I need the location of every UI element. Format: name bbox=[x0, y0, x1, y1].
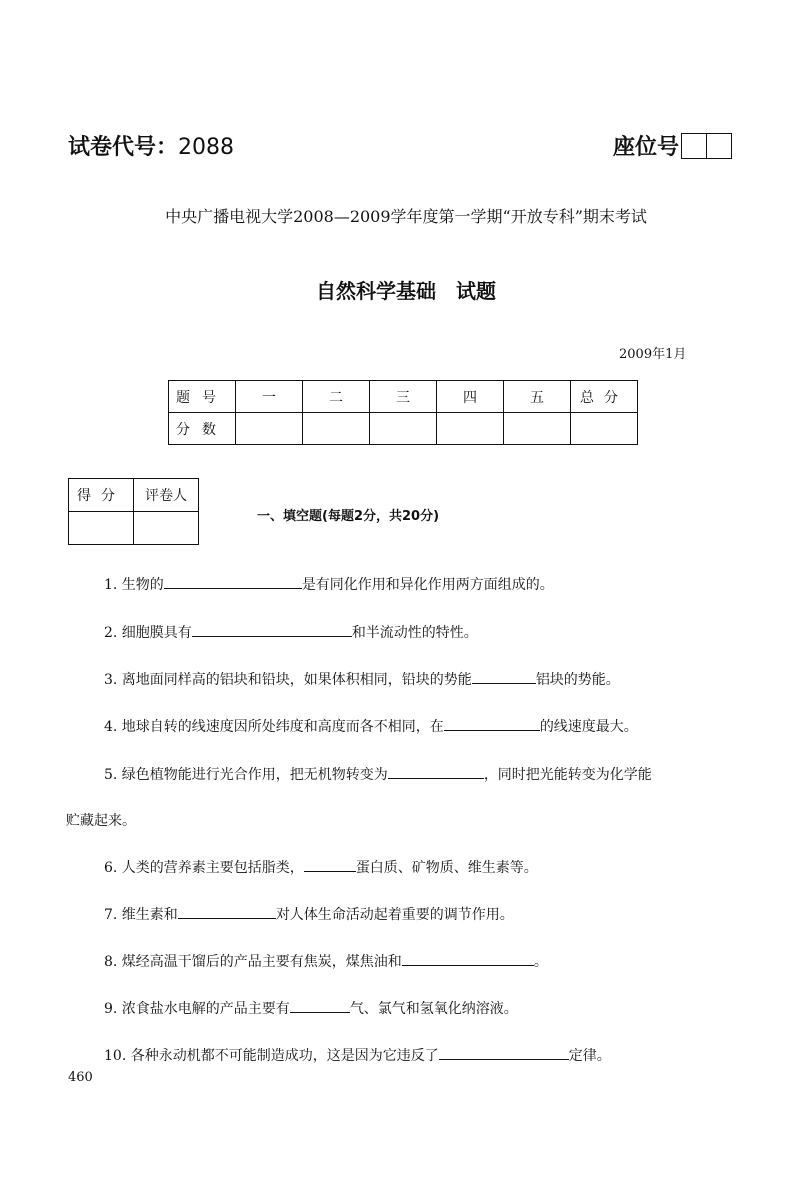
score-cell bbox=[571, 413, 638, 445]
seat-box bbox=[706, 134, 731, 158]
grader-input-row bbox=[69, 512, 199, 545]
score-cell bbox=[303, 413, 370, 445]
question-text: 7. 维生素和 bbox=[104, 907, 178, 923]
paper-code bbox=[68, 130, 234, 161]
question-text: 定律。 bbox=[568, 1048, 611, 1064]
question-item bbox=[104, 715, 638, 736]
paper-code-number: 2088 bbox=[178, 135, 235, 160]
question-text: 蛋白质、矿物质、维生素等。 bbox=[355, 860, 538, 876]
exam-date: 2009年1月 bbox=[619, 347, 687, 362]
question-item bbox=[104, 763, 652, 784]
exam-title: 自然科学基础 试题 bbox=[316, 279, 496, 303]
score-table-col: 四 bbox=[437, 381, 504, 413]
grader-name-cell bbox=[134, 512, 199, 545]
score-table-score-row bbox=[169, 413, 638, 445]
score-table-col: 五 bbox=[504, 381, 571, 413]
answer-blank bbox=[304, 856, 356, 872]
score-table bbox=[168, 380, 638, 445]
question-text: 气、氯气和氢氧化纳溶液。 bbox=[349, 1001, 518, 1017]
question-item bbox=[104, 856, 538, 877]
grader-name-label: 评卷人 bbox=[134, 479, 199, 512]
score-table-col: 二 bbox=[303, 381, 370, 413]
question-item bbox=[104, 903, 514, 924]
question-text: 9. 浓食盐水电解的产品主要有 bbox=[104, 1001, 290, 1017]
answer-blank bbox=[402, 950, 534, 966]
score-cell bbox=[437, 413, 504, 445]
question-text: 对人体生命活动起着重要的调节作用。 bbox=[275, 907, 514, 923]
question-continuation: 贮藏起来。 bbox=[66, 813, 136, 829]
question-text: ，同时把光能转变为化学能 bbox=[483, 767, 652, 783]
grader-table bbox=[68, 478, 199, 545]
question-item bbox=[104, 573, 554, 594]
question-item bbox=[104, 950, 548, 971]
question-text: 和半流动性的特性。 bbox=[351, 625, 478, 641]
question-text: 8. 煤经高温干馏后的产品主要有焦炭，煤焦油和 bbox=[104, 954, 402, 970]
question-text: 是有同化作用和异化作用两方面组成的。 bbox=[301, 577, 554, 593]
answer-blank bbox=[290, 997, 350, 1013]
section-title: 一、填空题(每题2分，共20分) bbox=[257, 509, 440, 524]
score-table-col: 一 bbox=[236, 381, 303, 413]
page-number: 460 bbox=[68, 1070, 93, 1085]
question-text: 4. 地球自转的线速度因所处纬度和高度而各不相同，在 bbox=[104, 719, 444, 735]
score-table-col: 总分 bbox=[571, 381, 638, 413]
answer-blank bbox=[444, 715, 540, 731]
seat-number-label: 座位号 bbox=[613, 135, 680, 160]
question-text: 铝块的势能。 bbox=[535, 672, 620, 688]
grader-score-cell bbox=[69, 512, 134, 545]
question-item bbox=[104, 997, 518, 1018]
score-cell bbox=[236, 413, 303, 445]
question-text: 2. 细胞膜具有 bbox=[104, 625, 192, 641]
grader-header-row bbox=[69, 479, 199, 512]
score-table-header-row bbox=[169, 381, 638, 413]
answer-blank bbox=[192, 621, 352, 637]
score-table-row-label: 题号 bbox=[169, 381, 236, 413]
score-table-col: 三 bbox=[370, 381, 437, 413]
question-text: 6. 人类的营养素主要包括脂类， bbox=[104, 860, 304, 876]
question-item bbox=[104, 1044, 611, 1065]
score-cell bbox=[370, 413, 437, 445]
institution-line: 中央广播电视大学2008—2009学年度第一学期“开放专科”期末考试 bbox=[165, 207, 647, 226]
grader-score-label: 得分 bbox=[69, 479, 134, 512]
seat-number-boxes bbox=[681, 133, 732, 159]
answer-blank bbox=[388, 763, 484, 779]
answer-blank bbox=[439, 1044, 569, 1060]
answer-blank bbox=[472, 668, 536, 684]
question-item bbox=[104, 621, 478, 642]
paper-code-label: 试卷代号： bbox=[68, 135, 179, 160]
seat-box bbox=[682, 134, 706, 158]
question-text: 。 bbox=[533, 954, 548, 970]
score-table-row-label: 分数 bbox=[169, 413, 236, 445]
question-text: 3. 离地面同样高的铝块和铅块，如果体积相同，铅块的势能 bbox=[104, 672, 472, 688]
question-text: 5. 绿色植物能进行光合作用，把无机物转变为 bbox=[104, 767, 388, 783]
question-text: 1. 生物的 bbox=[104, 577, 164, 593]
answer-blank bbox=[164, 573, 302, 589]
score-cell bbox=[504, 413, 571, 445]
question-text: 的线速度最大。 bbox=[539, 719, 638, 735]
answer-blank bbox=[178, 903, 276, 919]
seat-number bbox=[613, 130, 732, 161]
question-item bbox=[104, 668, 620, 689]
question-text: 10. 各种永动机都不可能制造成功，这是因为它违反了 bbox=[104, 1048, 439, 1064]
